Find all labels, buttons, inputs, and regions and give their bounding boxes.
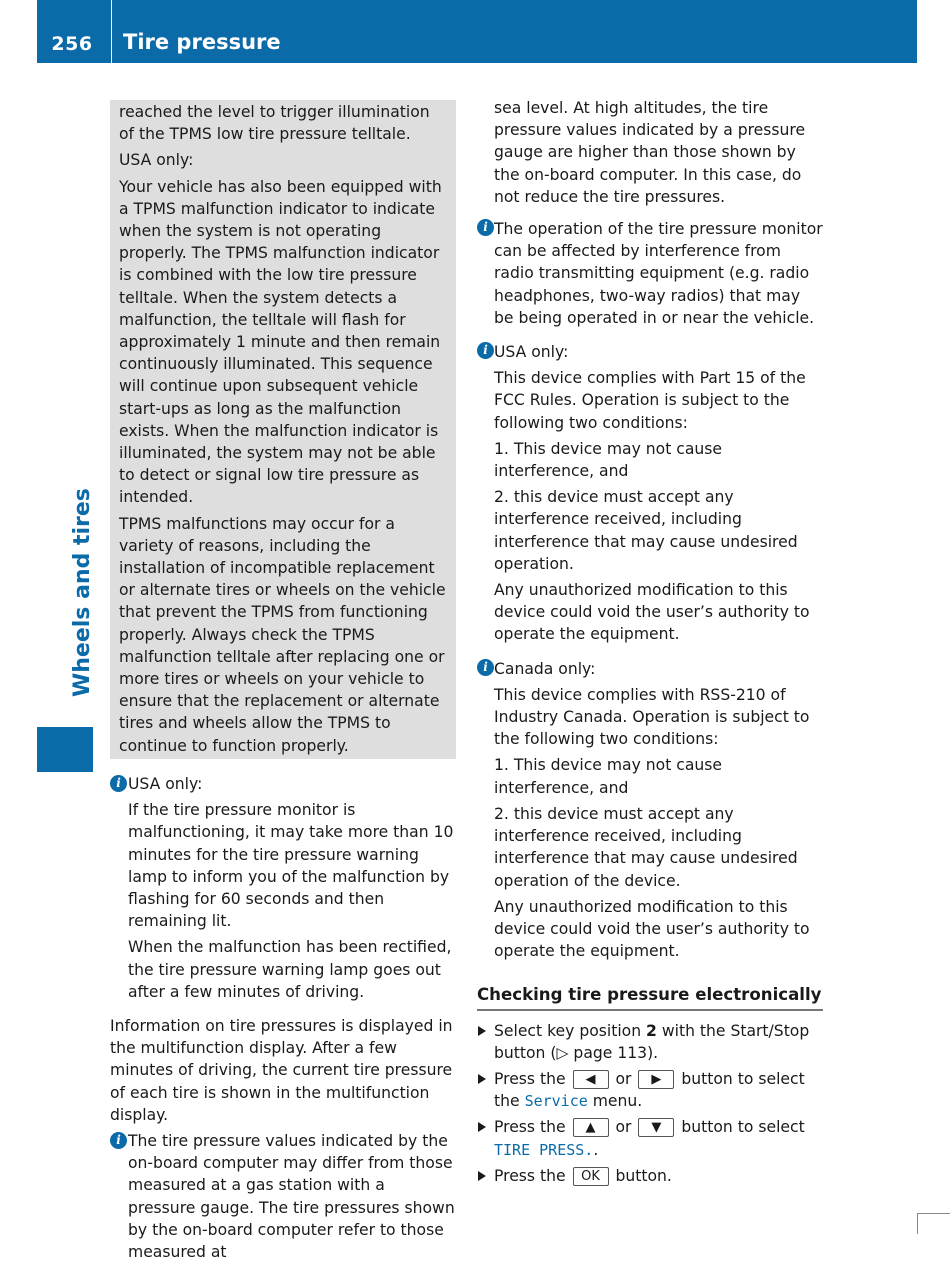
- step-text: button to select the: [494, 1069, 805, 1111]
- step-arrow-icon: [478, 1122, 486, 1132]
- step-text: or: [610, 1069, 637, 1088]
- step-item: [477, 1165, 823, 1187]
- note-title: USA only:: [494, 343, 569, 362]
- note-paragraph: sea level. At high altitudes, the tire pressure values indicated by a pressure gauge are higher than those shown by the on-board computer. In this case, do not reduce the tire pressures.: [494, 99, 806, 206]
- step-item: [477, 1068, 823, 1112]
- note-paragraph: Any unauthorized modification to this device could void the user’s authority to operate the equipment.: [494, 581, 810, 644]
- menu-name: Service: [524, 1092, 588, 1111]
- step-text: menu.: [587, 1092, 643, 1111]
- fcc-note: [477, 341, 823, 646]
- continued-note: [477, 97, 823, 208]
- right-column: [477, 97, 823, 1191]
- step-text: Press the: [494, 1069, 571, 1088]
- info-icon: i: [477, 219, 494, 236]
- note-paragraph: If the tire pressure monitor is malfunctioning, it may take more than 10 minutes for the tire pressure warning lamp to inform you of the malfunction by flashing for 60 seconds and then remaining lit.: [128, 801, 454, 931]
- step-text: with the Start/Stop button (▷ page 113).: [494, 1021, 810, 1062]
- interference-note: [477, 218, 823, 329]
- step-text: button to select: [676, 1118, 805, 1137]
- note-paragraph: The tire pressure values indicated by the on-board computer may differ from those measured at a gas station with a pressure gauge. The tire pressures shown by the on-board computer refer to those measured at: [128, 1131, 455, 1261]
- page-number: 256: [51, 33, 93, 55]
- note-paragraph: 1. This device may not cause interference, and: [494, 756, 722, 797]
- box-paragraph: reached the level to trigger illumination of the TPMS low tire pressure telltale.: [119, 103, 430, 144]
- right-arrow-key: ▶: [638, 1070, 674, 1089]
- note-paragraph: 1. This device may not cause interference, and: [494, 439, 722, 481]
- section-side-tab: [37, 727, 93, 772]
- step-text: button.: [610, 1166, 672, 1185]
- up-arrow-key: ▲: [573, 1118, 609, 1137]
- step-text: Press the: [494, 1118, 571, 1137]
- step-arrow-icon: [478, 1074, 486, 1084]
- box-paragraph: TPMS malfunctions may occur for a variety of reasons, including the installation of incompatible replacement or alternate tires or wheels on the vehicle that prevent the TPMS from functioning properly. Always check the TPMS malfunction telltale after replacing one or more tires or wheels on your vehicle to ensure that the replacement or alternate tires and wheels allow the TPMS to continue to function properly.: [119, 514, 446, 755]
- step-text: Press the: [494, 1166, 571, 1185]
- section-heading: Checking tire pressure electronically: [477, 974, 823, 1010]
- crop-mark: [917, 1213, 950, 1234]
- note-paragraph: Any unauthorized modification to this device could void the user’s authority to operate the equipment.: [494, 897, 810, 961]
- step-text: .: [593, 1140, 599, 1159]
- info-icon: i: [110, 775, 127, 792]
- step-item: [477, 1020, 823, 1064]
- box-paragraph: USA only:: [119, 151, 194, 170]
- note-paragraph: 2. this device must accept any interference received, including interference that may cause undesired operation.: [494, 488, 798, 573]
- section-side-label: Wheels and tires: [70, 488, 95, 697]
- body-paragraph: Information on tire pressures is displayed in the multifunction display. After a few minutes of driving, the current tire pressure of each tire is shown in the multifunction display.: [110, 1016, 453, 1124]
- menu-name: TIRE PRESS.: [494, 1140, 594, 1159]
- down-arrow-key: ▼: [638, 1118, 674, 1137]
- info-icon: i: [477, 659, 494, 676]
- note-paragraph: This device complies with RSS-210 of Industry Canada. Operation is subject to the following two conditions:: [494, 685, 810, 749]
- step-text: or: [610, 1118, 637, 1137]
- step-item: [477, 1116, 823, 1160]
- box-paragraph: Your vehicle has also been equipped with a TPMS malfunction indicator to indicate when the system is not operating properly. The TPMS malfunction indicator is combined with the low tire pressure telltale. When the system detects a malfunction, the telltale will flash for approximately 1 minute and then remain continuously illuminated. This sequence will continue upon subsequent vehicle start-ups as long as the malfunction exists. When the malfunction indicator is illuminated, the system may not be able to detect or signal low tire pressure as intended.: [119, 177, 442, 507]
- canada-note: [477, 658, 823, 963]
- tpms-warning-box: [110, 100, 456, 759]
- note-paragraph: The operation of the tire pressure monitor can be affected by interference from radio transmitting equipment (e.g. radio headphones, two-way radios) that may be being operated in or near the vehicle.: [494, 220, 823, 327]
- note-paragraph: 2. this device must accept any interference received, including interference that may cause undesired operation of the device.: [494, 804, 798, 890]
- header-divider: [111, 0, 112, 63]
- note-paragraph: When the malfunction has been rectified, the tire pressure warning lamp goes out after a few minutes of driving.: [128, 938, 452, 1001]
- pressure-note: [110, 1130, 456, 1263]
- step-arrow-icon: [478, 1026, 486, 1036]
- left-column: [110, 100, 456, 1275]
- usa-note: [110, 773, 456, 1003]
- step-text: Select key position: [494, 1021, 647, 1040]
- page-title: Tire pressure: [123, 30, 281, 54]
- step-arrow-icon: [478, 1171, 486, 1181]
- left-arrow-key: ◀: [573, 1070, 609, 1089]
- info-icon: i: [110, 1132, 127, 1149]
- note-paragraph: This device complies with Part 15 of the FCC Rules. Operation is subject to the following two conditions:: [494, 369, 806, 432]
- info-icon: i: [477, 342, 494, 359]
- key-position: 2: [646, 1021, 657, 1040]
- note-title: USA only:: [128, 774, 203, 793]
- note-title: Canada only:: [494, 659, 596, 678]
- ok-key: OK: [573, 1167, 609, 1186]
